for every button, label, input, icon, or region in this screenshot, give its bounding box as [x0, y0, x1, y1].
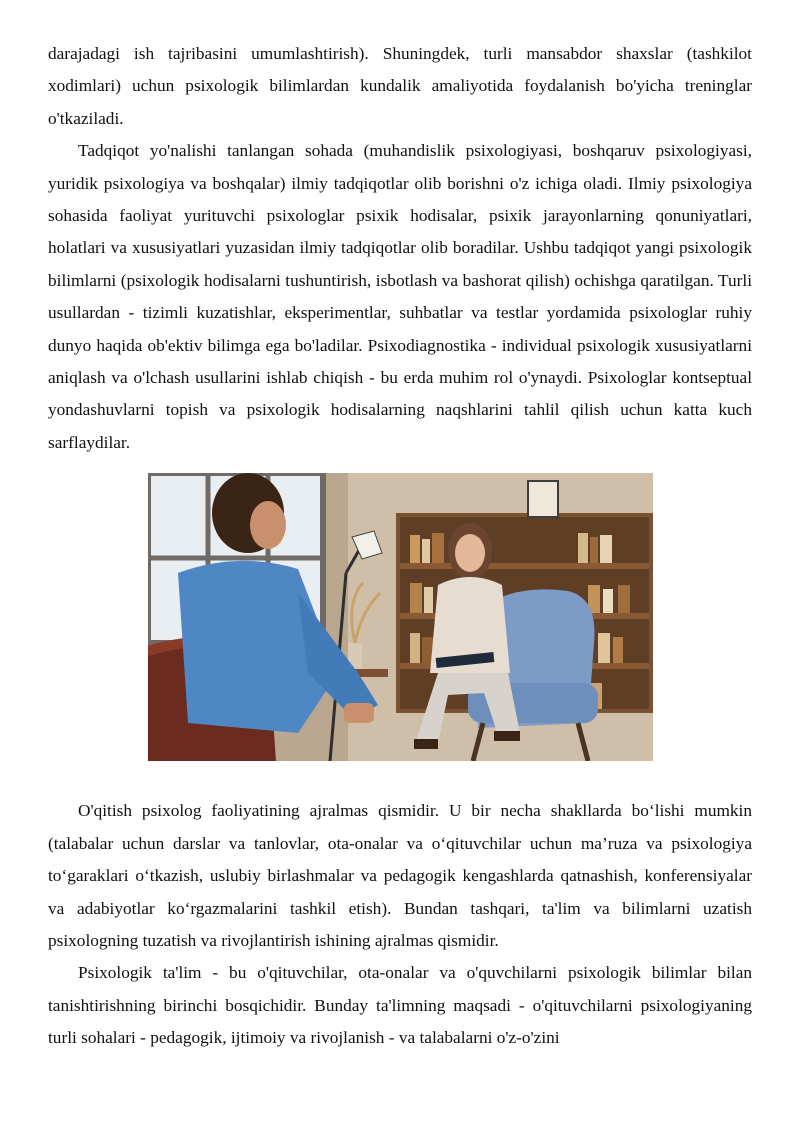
paragraph-2: Tadqiqot yo'nalishi tanlangan sohada (muhandislik psixologiyasi, boshqaruv psixologiyasi, yuridik psixologiya va boshqalar) ilmiy tadqiqotlar olib borishni o'z ichiga oladi. Ilmiy psixologiya sohasida faoliyat yurituvchi psixologlar psixik hodisalar, psixik jarayonlarning qonuniyatlari, holatlari va xususiyatlari yuzasidan ilmiy tadqiqotlar olib boradilar. Ushbu tadqiqot yangi psixologik bilimlarni (psixologik hodisalarni tushuntirish, isbotlash va bashorat qilish) ochishga qaratilgan. Turli usullardan - tizimli kuzatishlar, eksperimentlar, suhbatlar va testlar yordamida psixologlar ruhiy dunyo haqida ob'ektiv bilimga ega bo'ladilar. Psixodiagnostika - individual psixologik xususiyatlarni aniqlash va o'lchash usullarini ishlab chiqish - bu erda muhim rol o'ynaydi. Psixologlar kontseptual yondashuvlarni topish va psixologik hodisalarning naqshlarini tahlil qilish uchun katta kuch sarflaydilar.: [48, 141, 752, 452]
document-page: [48, 38, 752, 1055]
illustration: [148, 473, 653, 761]
therapy-session-photo: [148, 473, 653, 761]
paragraph-1: darajadagi ish tajribasini umumlashtirish). Shuningdek, turli mansabdor shaxslar (tashkilot xodimlari) uchun psixologik bilimlardan kundalik amaliyotida foydalanish bo'yicha treninglar o'tkaziladi.: [48, 44, 752, 128]
paragraph-3: O'qitish psixolog faoliyatining ajralmas qismidir. U bir necha shakllarda bo‘lishi mumkin (talabalar uchun darslar va tanlovlar, ota-onalar va o‘qituvchilar uchun ma’ruza va psixologiya to‘garaklari o‘tkazish, uslubiy birlashmalar va pedagogik kengashlarda qatnashish, konferensiyalar va adabiyotlar ko‘rgazmalarini tashkil etish). Bundan tashqari, ta'lim va bilimlarni uzatish psixologning tuzatish va rivojlantirish ishining ajralmas qismidir.: [48, 801, 752, 950]
paragraph-4: Psixologik ta'lim - bu o'qituvchilar, ota-onalar va o'quvchilarni psixologik bilimlar bilan tanishtirishning birinchi bosqichidir. Bunday ta'limning maqsadi - o'qituvchilarni psixologiyaning turli sohalari - pedagogik, ijtimoiy va rivojlanish - va talabalarni o'z-o'zini: [48, 963, 752, 1048]
